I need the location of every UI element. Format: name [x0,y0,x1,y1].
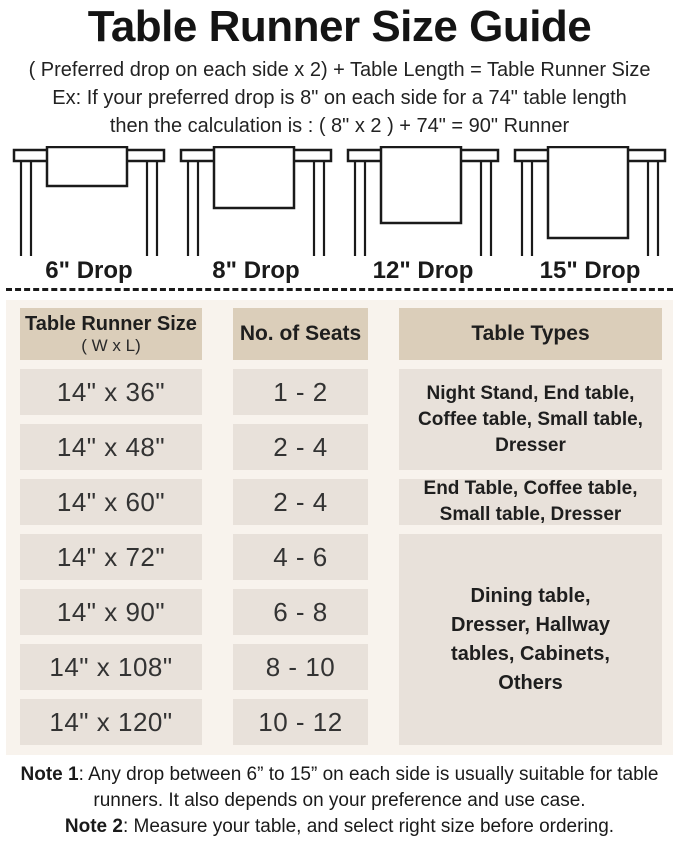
table-row-size: 14" x 120" [20,699,202,745]
table-row-seats: 4 - 6 [233,534,368,580]
runner-drape [381,147,461,223]
table-row-size: 14" x 72" [20,534,202,580]
table-row-seats: 6 - 8 [233,589,368,635]
notes-section [0,762,679,846]
table-types-group-medium: End Table, Coffee table, Small table, Dresser [399,479,662,525]
table-row-seats: 2 - 4 [233,424,368,470]
table-types-group-small: Night Stand, End table, Coffee table, Small table, Dresser [399,369,662,470]
note-2: Note 2: Measure your table, and select right size before ordering. [64,816,615,837]
column-header-runner-size: Table Runner Size ( W x L) [20,308,202,360]
table-row-size: 14" x 108" [20,644,202,690]
drop-label-8: 8" Drop [212,257,300,284]
runner-drape [47,147,127,186]
drop-illustrations-row [0,146,679,256]
size-guide-panel [6,300,673,755]
table-runner-6in-drop-icon [8,146,170,256]
formula-text: ( Preferred drop on each side x 2) + Table Length = Table Runner Size [28,59,651,81]
table-row-size: 14" x 48" [20,424,202,470]
table-row-size: 14" x 36" [20,369,202,415]
table-row-size: 14" x 90" [20,589,202,635]
table-types-group-large: Dining table, Dresser, Hallway tables, Cabinets, Others [399,534,662,745]
runner-drape [214,147,294,208]
table-row-size: 14" x 60" [20,479,202,525]
dashed-divider [6,288,673,291]
table-row-seats: 8 - 10 [233,644,368,690]
table-row-seats: 1 - 2 [233,369,368,415]
size-guide-table [6,300,673,755]
drop-label-12: 12" Drop [372,257,474,284]
drop-label-15: 15" Drop [539,257,641,284]
example-line-2: then the calculation is : ( 8" x 2 ) + 74" = 90" Runner [109,115,570,137]
table-row-seats: 2 - 4 [233,479,368,525]
drop-labels-row [0,256,679,286]
runner-drape [548,147,628,238]
table-runner-8in-drop-icon [175,146,337,256]
page-title: Table Runner Size Guide [87,2,592,51]
table-runner-12in-drop-icon [342,146,504,256]
table-runner-15in-drop-icon [509,146,671,256]
note-1: Note 1: Any drop between 6” to 15” on each side is usually suitable for table runners. It also depends on your preference and use case. [20,764,659,811]
column-header-table-types: Table Types [399,308,662,360]
column-header-seats: No. of Seats [233,308,368,360]
drop-label-6: 6" Drop [45,257,133,284]
table-row-seats: 10 - 12 [233,699,368,745]
example-line-1: Ex: If your preferred drop is 8" on each side for a 74" table length [52,87,627,109]
